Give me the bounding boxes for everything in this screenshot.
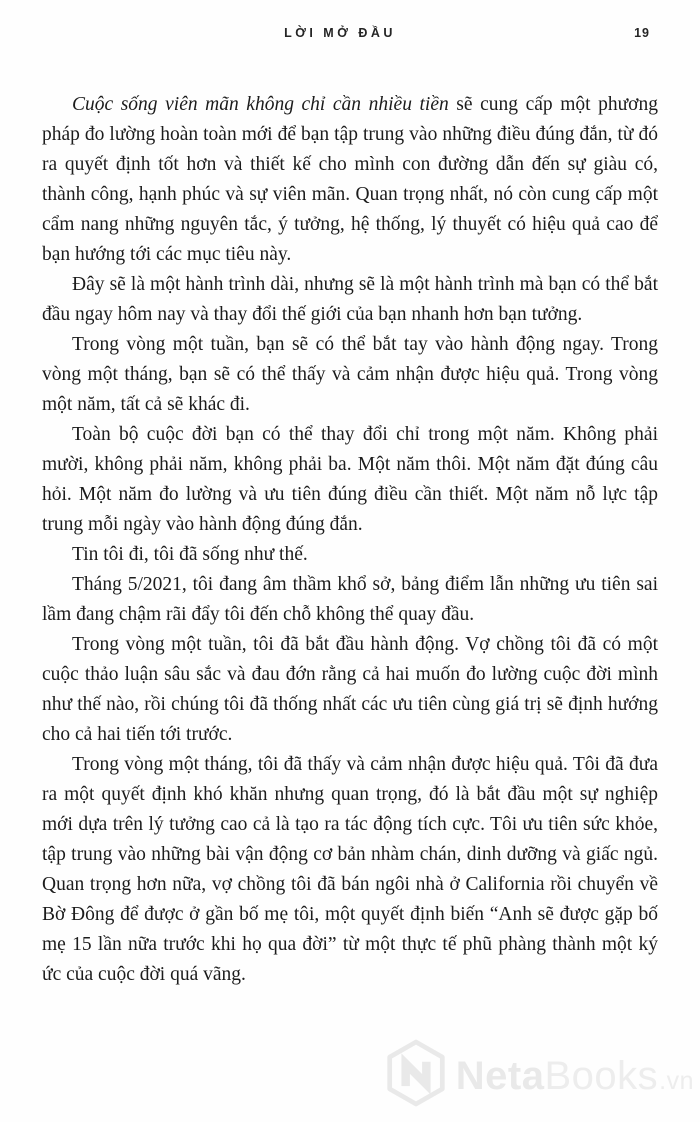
body-paragraph-lead-text: sẽ cung cấp một phương pháp đo lường hoàn toàn mới để bạn tập trung vào những điều đúng đắn, từ đó ra quyết định tốt hơn và thiết kế cho mình con đường dẫn đến sự giàu có, thành công, hạnh phúc và sự viên mãn. Quan trọng nhất, nó còn cung cấp một cẩm nang những nguyên tắc, ý tưởng, hệ thống, lý thuyết có hiệu quả cao để bạn hướng tới các mục tiêu này. [42, 94, 658, 265]
watermark-tld: .vn [659, 1066, 694, 1095]
book-title-italic: Cuộc sống viên mãn không chỉ cần nhiều tiền [72, 94, 449, 115]
body-paragraph: Toàn bộ cuộc đời bạn có thể thay đổi chỉ trong một năm. Không phải mười, không phải năm, không phải ba. Một năm thôi. Một năm đặt đúng câu hỏi. Một năm đo lường và ưu tiên đúng điều cần thiết. Một năm nỗ lực tập trung mỗi ngày vào hành động đúng đắn. [42, 424, 658, 535]
body-paragraph-lead [42, 90, 658, 270]
watermark-brand-secondary: Books [544, 1053, 659, 1098]
chapter-title: LỜI MỞ ĐẦU [284, 26, 396, 40]
body-paragraph: Tin tôi đi, tôi đã sống như thế. [72, 544, 308, 565]
page-number: 19 [634, 26, 650, 40]
body-paragraph: Trong vòng một tuần, tôi đã bắt đầu hành động. Vợ chồng tôi đã có một cuộc thảo luận sâu sắc và đau đớn rằng cả hai muốn đo lường cuộc đời mình như thế nào, rồi chúng tôi đã thống nhất các ưu tiên cùng giá trị sẽ định hướng cho cả hai tiến tới trước. [42, 634, 658, 745]
body-paragraph: Tháng 5/2021, tôi đang âm thầm khổ sở, bảng điểm lẫn những ưu tiên sai lầm đang chậm rãi đẩy tôi đến chỗ không thể quay đầu. [42, 574, 658, 625]
page-body-text [42, 90, 658, 990]
watermark-wordmark [455, 1053, 694, 1098]
netabooks-watermark [385, 1039, 694, 1112]
running-header [48, 26, 652, 44]
body-paragraph: Trong vòng một tuần, bạn sẽ có thể bắt tay vào hành động ngay. Trong vòng một tháng, bạn sẽ có thể thấy và cảm nhận được hiệu quả. Trong vòng một năm, tất cả sẽ khác đi. [42, 334, 658, 415]
body-paragraph: Đây sẽ là một hành trình dài, nhưng sẽ là một hành trình mà bạn có thể bắt đầu ngay hôm nay và thay đổi thế giới của bạn nhanh hơn bạn tưởng. [42, 274, 658, 325]
body-paragraph: Trong vòng một tháng, tôi đã thấy và cảm nhận được hiệu quả. Tôi đã đưa ra một quyết định khó khăn nhưng quan trọng, đó là bắt đầu một sự nghiệp mới dựa trên lý tưởng cao cả là tạo ra tác động tích cực. Tôi ưu tiên sức khỏe, tập trung vào những bài vận động cơ bản nhàm chán, dinh dưỡng và giấc ngủ. Quan trọng hơn nữa, vợ chồng tôi đã bán ngôi nhà ở California rồi chuyển về Bờ Đông để được ở gần bố mẹ tôi, một quyết định biến “Anh sẽ được gặp bố mẹ 15 lần nữa trước khi họ qua đời” từ một thực tế phũ phàng thành một ký ức của cuộc đời quá vãng. [42, 754, 658, 985]
netabooks-hexagon-n-logo [385, 1039, 447, 1112]
watermark-brand-primary: Neta [455, 1053, 545, 1098]
